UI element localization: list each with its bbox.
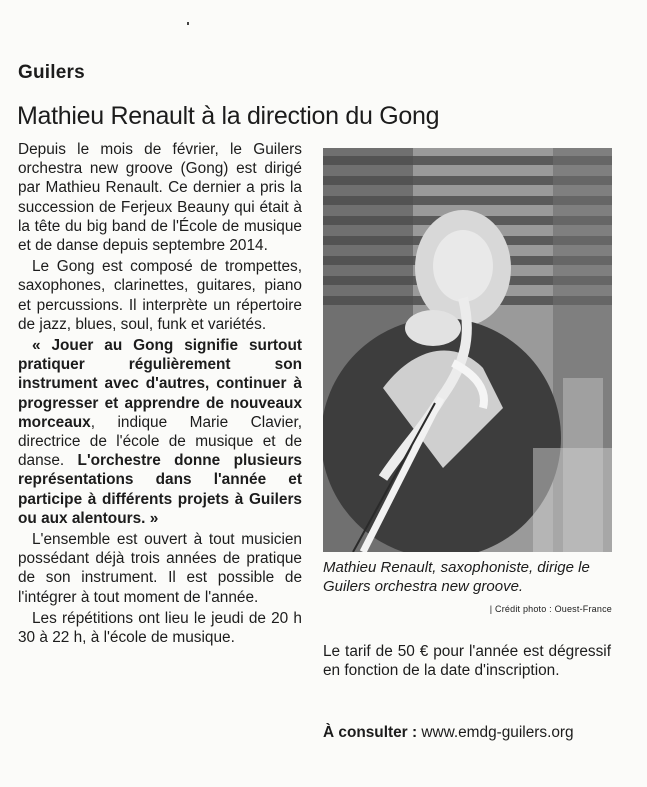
photo-credit: | Crédit photo : Ouest-France <box>489 604 612 614</box>
paragraph-3 <box>18 336 302 528</box>
paragraph-4: L'ensemble est ouvert à tout musicien possédant déjà trois années de pratique de son instrument. Il est possible de l'intégrer à tout moment de l'année. <box>18 531 302 606</box>
quote-attribution: , indique Marie Clavier, directrice de l'école de musique et de danse. <box>18 413 302 470</box>
saxophonist-photo-illustration <box>323 148 612 552</box>
article-photo <box>323 148 612 552</box>
print-speck <box>187 22 189 25</box>
quote-part-2: L'orchestre donne plusieurs représentations dans l'année et participe à différents projets à Guilers ou aux alentours. » <box>18 452 302 527</box>
consult-label: À consulter : <box>323 724 418 741</box>
quote-part-1: « Jouer au Gong signifie surtout pratiquer régulièrement son instrument avec d'autres, continuer à progresser et apprendre de nouveaux morceaux <box>18 337 302 431</box>
paragraph-1: Depuis le mois de février, le Guilers orchestra new groove (Gong) est dirigé par Mathieu Renault. Ce dernier a pris la succession de Ferjeux Beauny qui était à la tête du big band de l'École de musique et de danse depuis septembre 2014. <box>18 141 302 255</box>
article-body-left-column <box>18 140 302 649</box>
section-label: Guilers <box>18 62 85 83</box>
paragraph-2: Le Gong est composé de trompettes, saxophones, clarinettes, guitares, piano et percussions. Il interprète un répertoire de jazz, blues, soul, funk et variétés. <box>18 258 302 333</box>
paragraph-6: Le tarif de 50 € pour l'année est dégressif en fonction de la date d'inscription. <box>323 643 611 680</box>
article-headline: Mathieu Renault à la direction du Gong <box>17 102 440 130</box>
consult-line <box>323 724 613 742</box>
article-body-right-column <box>323 642 611 680</box>
paragraph-5: Les répétitions ont lieu le jeudi de 20 h 30 à 22 h, à l'école de musique. <box>18 609 302 647</box>
consult-url: www.emdg-guilers.org <box>417 724 574 741</box>
photo-caption: Mathieu Renault, saxophoniste, dirige le Guilers orchestra new groove. <box>323 559 590 595</box>
